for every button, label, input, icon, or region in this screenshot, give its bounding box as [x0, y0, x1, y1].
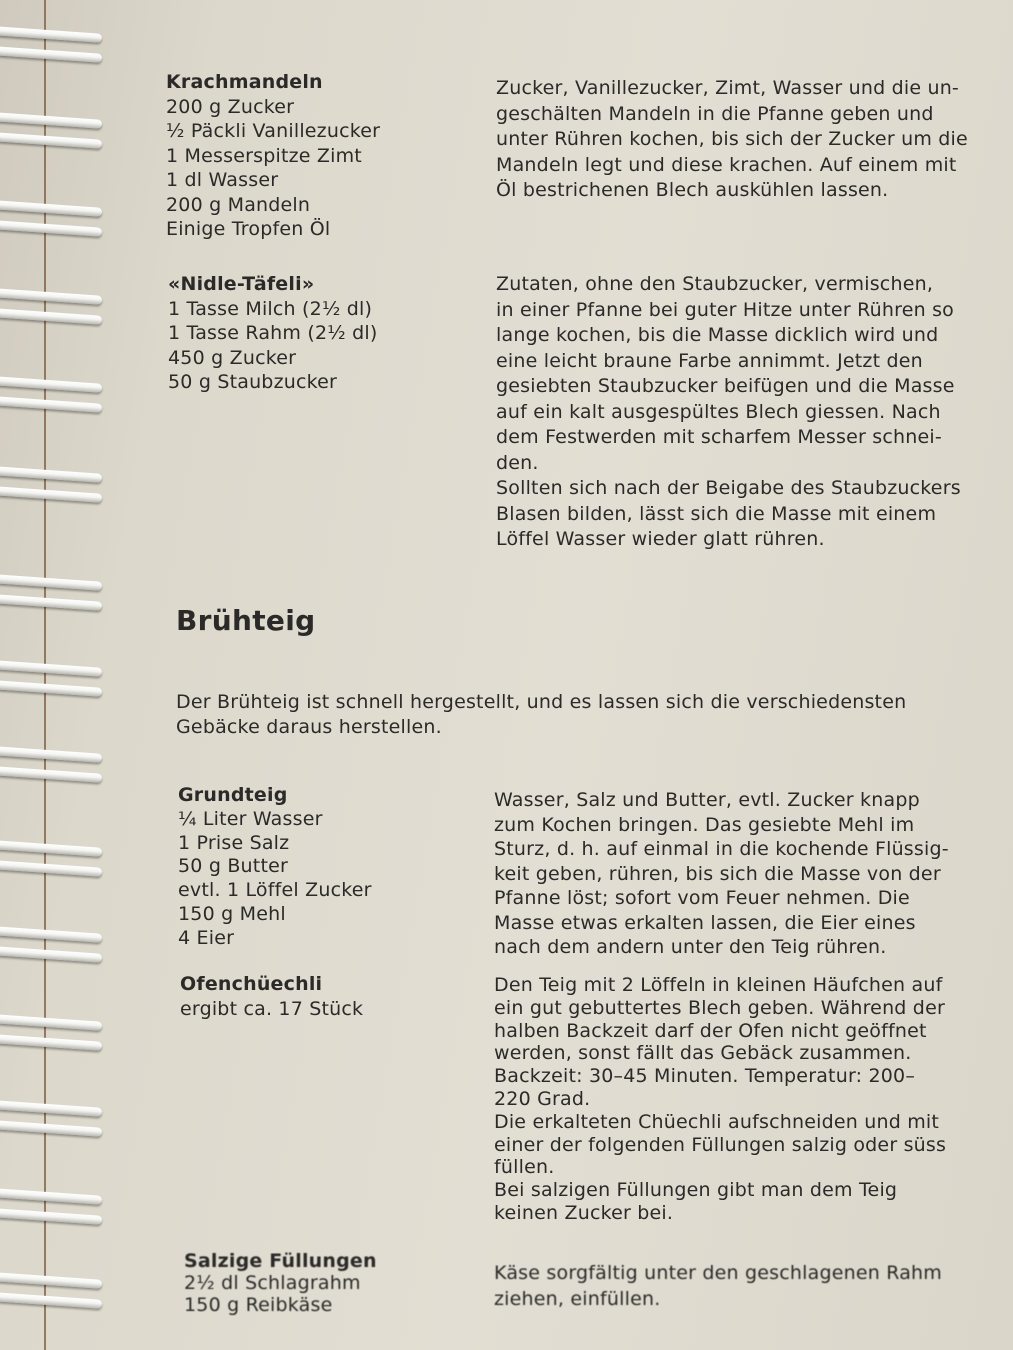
- ingredient-line: 150 g Reibkäse: [184, 1294, 333, 1316]
- instruction-line: füllen.: [494, 1156, 555, 1179]
- spiral-binding: [0, 0, 118, 1350]
- instruction-line: Zucker, Vanillezucker, Zimt, Wasser und die un-: [496, 77, 959, 99]
- recipe-title: «Nidle-Täfeli»: [168, 273, 315, 295]
- instruction-line: zum Kochen bringen. Das gesiebte Mehl im: [494, 813, 915, 836]
- section-title: Brühteig: [176, 604, 316, 637]
- recipe-krachmandeln-ingredients: [166, 70, 380, 242]
- binding-ring: [0, 1268, 108, 1320]
- binding-ring: [0, 196, 108, 248]
- recipe-title: Krachmandeln: [166, 71, 323, 93]
- recipe-grundteig-instructions: [494, 788, 949, 960]
- recipe-salzige-ingredients: [184, 1250, 377, 1316]
- instruction-line: lange kochen, bis die Masse dicklich wird und: [496, 324, 939, 346]
- instruction-line: Die erkalteten Chüechli aufschneiden und mit: [494, 1110, 940, 1133]
- instruction-line: auf ein kalt ausgespültes Blech giessen. Nach: [496, 400, 941, 423]
- recipe-nidle-taefeli-instructions: [496, 272, 961, 553]
- ingredient-line: 1 dl Wasser: [166, 169, 279, 191]
- binding-ring: [0, 108, 108, 160]
- instruction-line: geschälten Mandeln in die Pfanne geben und: [496, 102, 934, 125]
- ingredient-line: 50 g Staubzucker: [168, 371, 338, 393]
- instruction-line: dem Festwerden mit scharfem Messer schnei-: [496, 426, 942, 448]
- recipe-krachmandeln-instructions: [496, 76, 968, 204]
- instruction-line: einer der folgenden Füllungen salzig oder süss: [494, 1133, 947, 1156]
- ingredient-line: 1 Messerspitze Zimt: [166, 144, 362, 167]
- ingredient-line: 2½ dl Schlagrahm: [184, 1272, 361, 1294]
- binding-ring: [0, 22, 108, 74]
- recipe-grundteig-ingredients: [178, 784, 372, 951]
- ingredient-line: 200 g Zucker: [166, 95, 295, 118]
- recipe-salzige-instructions: [494, 1260, 942, 1312]
- ingredient-line: 50 g Butter: [178, 855, 288, 878]
- instruction-line: ziehen, einfüllen.: [494, 1288, 661, 1310]
- ingredient-line: 1 Prise Salz: [178, 831, 290, 854]
- instruction-line: Backzeit: 30–45 Minuten. Temperatur: 200–: [494, 1065, 916, 1088]
- instruction-line: den.: [496, 451, 539, 474]
- instruction-line: ein gut gebuttertes Blech geben. Während der: [494, 996, 945, 1019]
- recipe-title: Grundteig: [178, 784, 288, 806]
- recipe-title: Ofenchüechli: [180, 973, 323, 995]
- recipe-nidle-taefeli-ingredients: [168, 272, 377, 395]
- instruction-line: Wasser, Salz und Butter, evtl. Zucker knapp: [494, 789, 920, 811]
- instruction-line: Mandeln legt und diese krachen. Auf einem mit: [496, 153, 957, 176]
- instruction-line: Blasen bilden, lässt sich die Masse mit einem: [496, 502, 937, 525]
- ingredient-line: Einige Tropfen Öl: [166, 218, 331, 240]
- section-intro: [176, 690, 906, 739]
- instruction-line: Löffel Wasser wieder glatt rühren.: [496, 528, 825, 550]
- instruction-line: werden, sonst fällt das Gebäck zusammen.: [494, 1042, 912, 1065]
- intro-line: Gebäcke daraus herstellen.: [176, 715, 442, 738]
- instruction-line: Käse sorgfältig unter den geschlagenen Rahm: [494, 1262, 943, 1284]
- ingredient-line: 1 Tasse Rahm (2½ dl): [168, 322, 378, 344]
- recipe-ofenchuechli-header: [180, 972, 363, 1021]
- intro-line: Der Brühteig ist schnell hergestellt, und es lassen sich die verschiedensten: [176, 691, 907, 713]
- instruction-line: Sturz, d. h. auf einmal in die kochende Flüssig-: [494, 838, 949, 860]
- binding-ring: [0, 1184, 108, 1236]
- instruction-line: gesiebten Staubzucker beifügen und die Masse: [496, 375, 955, 397]
- ingredient-line: ½ Päckli Vanillezucker: [166, 120, 381, 142]
- instruction-line: Sollten sich nach der Beigabe des Staubzuckers: [496, 477, 961, 499]
- binding-ring: [0, 284, 108, 336]
- binding-ring: [0, 656, 108, 708]
- binding-ring: [0, 836, 108, 888]
- binding-ring: [0, 1096, 108, 1148]
- ingredient-line: 1 Tasse Milch (2½ dl): [168, 297, 373, 320]
- binding-ring: [0, 922, 108, 974]
- instruction-line: keit geben, rühren, bis sich die Masse von der: [494, 862, 941, 885]
- instruction-line: in einer Pfanne bei guter Hitze unter Rühren so: [496, 298, 954, 321]
- binding-ring: [0, 1010, 108, 1062]
- instruction-line: Öl bestrichenen Blech auskühlen lassen.: [496, 179, 889, 201]
- ingredient-line: ¼ Liter Wasser: [178, 807, 323, 830]
- ingredient-line: 450 g Zucker: [168, 346, 297, 369]
- instruction-line: 220 Grad.: [494, 1087, 591, 1110]
- instruction-line: nach dem andern unter den Teig rühren.: [494, 936, 887, 958]
- instruction-line: Den Teig mit 2 Löffeln in kleinen Häufchen auf: [494, 974, 943, 996]
- instruction-line: halben Backzeit darf der Ofen nicht geöffnet: [494, 1019, 927, 1042]
- ingredient-line: 4 Eier: [178, 926, 235, 949]
- binding-ring: [0, 742, 108, 794]
- instruction-line: keinen Zucker bei.: [494, 1201, 674, 1224]
- ingredient-line: evtl. 1 Löffel Zucker: [178, 879, 372, 902]
- binding-ring: [0, 570, 108, 622]
- recipe-yield: ergibt ca. 17 Stück: [180, 997, 364, 1020]
- recipe-ofenchuechli-instructions: [494, 974, 946, 1225]
- instruction-line: Masse etwas erkalten lassen, die Eier eines: [494, 911, 916, 934]
- binding-ring: [0, 372, 108, 424]
- ingredient-line: 150 g Mehl: [178, 902, 286, 925]
- instruction-line: Pfanne löst; sofort vom Feuer nehmen. Die: [494, 887, 910, 909]
- instruction-line: Bei salzigen Füllungen gibt man dem Teig: [494, 1179, 898, 1202]
- binding-ring: [0, 462, 108, 514]
- recipe-title: Salzige Füllungen: [184, 1250, 377, 1272]
- ingredient-line: 200 g Mandeln: [166, 193, 311, 216]
- instruction-line: unter Rühren kochen, bis sich der Zucker um die: [496, 128, 968, 150]
- instruction-line: Zutaten, ohne den Staubzucker, vermischen,: [496, 273, 934, 295]
- instruction-line: eine leicht braune Farbe annimmt. Jetzt den: [496, 349, 923, 372]
